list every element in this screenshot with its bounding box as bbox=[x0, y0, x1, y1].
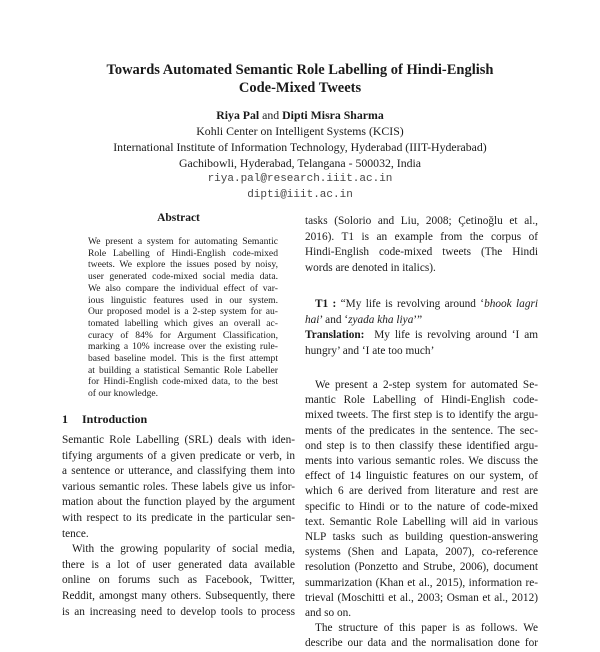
text-line: summarization (Khan et al., 2015), information re- bbox=[305, 576, 538, 589]
text-line: tence. bbox=[62, 527, 89, 540]
example-line bbox=[305, 313, 538, 329]
paper-title bbox=[0, 62, 600, 97]
text-line: We present a 2-step system for automated Se- bbox=[315, 379, 538, 391]
author-block bbox=[0, 107, 600, 203]
text-line: The structure of this paper is as follows. We bbox=[315, 622, 538, 635]
text-line: of our knowledge. bbox=[88, 388, 159, 400]
text-line: user generated code-mixed social media data. bbox=[88, 271, 278, 283]
text-line: mixed tweets. The first step is to identify the argu- bbox=[305, 409, 538, 422]
text-line: is an increasing need to develop tools to process bbox=[62, 605, 295, 618]
text-line: tasks (Solorio and Liu, 2008; Çetinoğlu et al., bbox=[305, 215, 538, 227]
text-line: Semantic Role Labelling (SRL) deals with iden- bbox=[62, 434, 295, 446]
text-line: text. Semantic Role Labelling will aid in various bbox=[305, 515, 538, 528]
section-title: Introduction bbox=[82, 412, 148, 426]
text-line: at building a statistical Semantic Role Labeller bbox=[88, 364, 278, 376]
text-line: ments into various semantic roles. We discuss the bbox=[305, 455, 538, 468]
section-number: 1 bbox=[62, 412, 68, 426]
text-line: ious linguistic features used in our system. bbox=[88, 294, 278, 306]
abstract-heading: Abstract bbox=[157, 212, 200, 224]
text-line: Reddit, amongst many others. Subsequently, there bbox=[62, 589, 295, 602]
intro-right-column bbox=[305, 378, 538, 652]
email: dipti@iiit.ac.in bbox=[247, 189, 353, 201]
translation-line: hungry’ and ‘I ate too much’ bbox=[305, 344, 435, 357]
text-line: specific to Hindi or to the nature of code-mixed bbox=[305, 500, 538, 513]
text-line: Hindi-English code-mixed tweets (The Hindi bbox=[305, 246, 538, 259]
hindi-text: bhook lagri bbox=[484, 298, 538, 310]
text-line: systems (Shen and Lapata, 2007), co-reference bbox=[305, 546, 538, 559]
title-line: Code-Mixed Tweets bbox=[238, 79, 362, 96]
section-heading-introduction bbox=[62, 412, 161, 427]
text-line: there is a lot of user generated data available bbox=[62, 558, 295, 571]
author-2: Dipti Misra Sharma bbox=[282, 108, 384, 122]
text-line: mantic Role Labelling of Hindi-English code- bbox=[305, 394, 538, 407]
text-line: tifying arguments of a given predicate or verb, in bbox=[62, 449, 295, 462]
example-t1 bbox=[305, 297, 538, 359]
text-line: a sentence or utterance, and classifying them into bbox=[62, 465, 295, 478]
intro-right-top bbox=[305, 214, 538, 276]
author-names bbox=[0, 107, 600, 123]
text-line: and so on. bbox=[305, 607, 352, 620]
text-line: With the growing popularity of social media, bbox=[72, 543, 295, 556]
text-line: mation about the function played by the argument bbox=[62, 496, 295, 509]
intro-left-column bbox=[62, 433, 295, 620]
email: riya.pal@research.iiit.ac.in bbox=[207, 173, 393, 185]
title-line: Towards Automated Semantic Role Labelling of Hindi-English bbox=[106, 62, 494, 78]
text-line: ond step is to then classify these identified argu- bbox=[305, 439, 538, 452]
abstract-body bbox=[88, 236, 278, 400]
text-line: online on forums such as Facebook, Twitter, bbox=[62, 574, 295, 587]
text-line: various semantic roles. These labels give us infor- bbox=[62, 480, 295, 493]
text-line: ments of the predicates in the sentence. The sec- bbox=[305, 424, 538, 437]
text-line: marking a 10% increase over the existing rule- bbox=[88, 341, 278, 353]
text-line: resolution (Ponzetto and Strube, 2006), document bbox=[305, 561, 538, 574]
text-line: with respect to its predicate in the particular sen- bbox=[62, 511, 295, 524]
affiliation-line: Kohli Center on Intelligent Systems (KCIS) bbox=[196, 124, 404, 138]
hindi-text: zyada kha liya bbox=[348, 313, 414, 326]
text-line: effect of 14 linguistic features on our system, of bbox=[305, 470, 538, 483]
text-line: tweets. We explore the issues posed by noisy, bbox=[88, 259, 278, 271]
text-line: We present a system for automating Semantic bbox=[88, 236, 278, 247]
text-line: words are denoted in italics). bbox=[305, 261, 436, 274]
author-1: Riya Pal bbox=[216, 108, 260, 122]
text-line: for Hindi-English code-mixed data, to the best bbox=[88, 376, 278, 388]
example-line bbox=[305, 297, 538, 313]
hindi-text: hai bbox=[305, 313, 320, 326]
text-line: We also compare the individual effect of var- bbox=[88, 282, 278, 294]
example-text: “My life is revolving around ‘ bbox=[340, 298, 485, 310]
text-line: Our proposed model is a 2-step system for au- bbox=[88, 306, 278, 318]
text-line: describe our data and the normalisation done for bbox=[305, 637, 538, 650]
example-text: ’ and ‘ bbox=[319, 313, 349, 326]
text-line: tomated labelling which gives an overall ac- bbox=[88, 317, 278, 329]
example-text: ’” bbox=[413, 313, 423, 326]
author-conj: and bbox=[262, 108, 280, 122]
text-line: which 6 are derived from literature and rest are bbox=[305, 485, 538, 498]
affiliation-line: Gachibowli, Hyderabad, Telangana - 500032, India bbox=[178, 156, 422, 170]
text-line: 2016). T1 is an example from the corpus of bbox=[305, 230, 538, 243]
translation-line bbox=[305, 328, 538, 344]
translation-text: My life is revolving around ‘I am bbox=[374, 329, 538, 342]
text-line: Role Labelling of Hindi-English code-mixed bbox=[88, 247, 278, 259]
text-line: based baseline model. This is the first attempt bbox=[88, 353, 278, 365]
text-line: NLP tasks such as building question-answering bbox=[305, 531, 538, 544]
example-label: T1 : bbox=[315, 298, 337, 310]
affiliation-line: International Institute of Information Technology, Hyderabad (IIIT-Hyderabad) bbox=[113, 140, 487, 154]
translation-label: Translation: bbox=[305, 329, 365, 342]
text-line: curacy of 84% for Argument Classification, bbox=[88, 329, 278, 341]
text-line: trieval (Moschitti et al., 2003; Osman et al., 2012) bbox=[305, 591, 538, 604]
